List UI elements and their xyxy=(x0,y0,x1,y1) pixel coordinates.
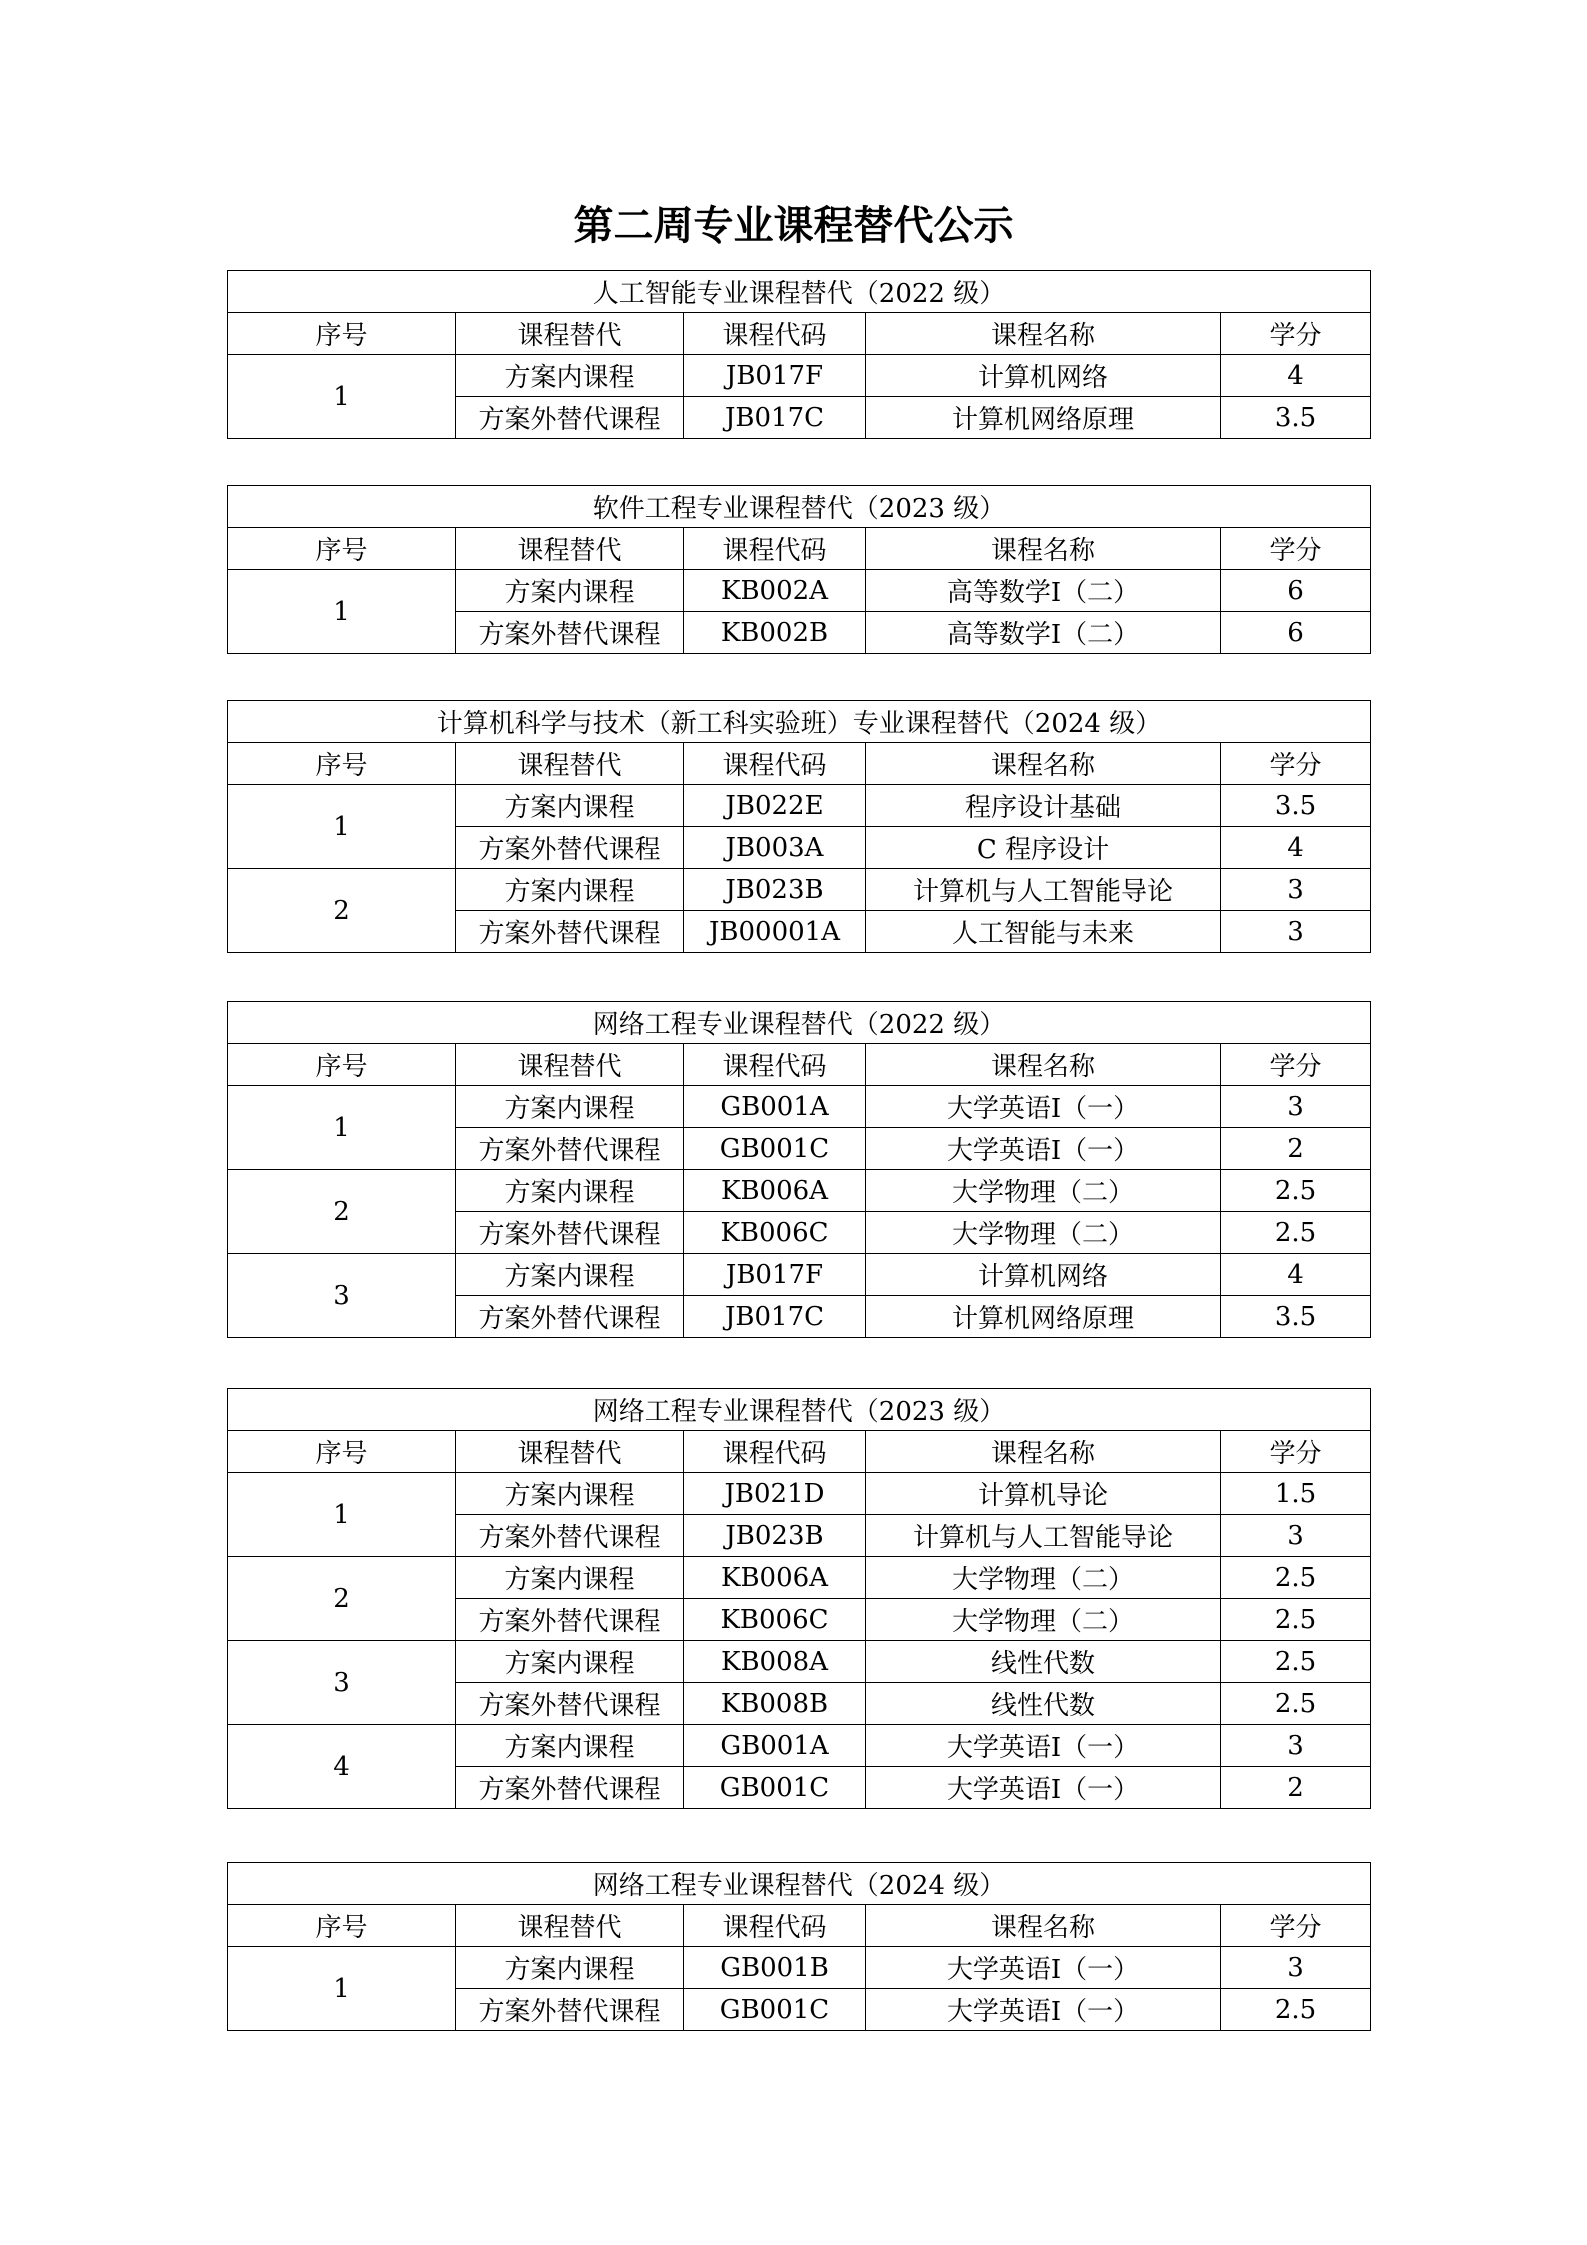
cell-code: JB017F xyxy=(684,355,866,397)
cell-type: 方案内课程 xyxy=(456,1254,684,1296)
cell-code: JB017C xyxy=(684,397,866,439)
cell-name: 计算机网络原理 xyxy=(866,1296,1221,1338)
cell-type: 方案外替代课程 xyxy=(456,1989,684,2031)
cell-name: 大学英语Ⅰ（一） xyxy=(866,1989,1221,2031)
header-code: 课程代码 xyxy=(684,743,866,785)
header-code: 课程代码 xyxy=(684,1431,866,1473)
table-caption-row xyxy=(228,271,1371,313)
table-caption-row xyxy=(228,486,1371,528)
table-row xyxy=(228,1641,1371,1683)
cell-type: 方案外替代课程 xyxy=(456,1599,684,1641)
cell-name: C 程序设计 xyxy=(866,827,1221,869)
header-name: 课程名称 xyxy=(866,528,1221,570)
header-code: 课程代码 xyxy=(684,528,866,570)
cell-credit: 6 xyxy=(1221,570,1371,612)
cell-name: 大学英语Ⅰ（一） xyxy=(866,1947,1221,1989)
table-row xyxy=(228,869,1371,911)
table-header-row xyxy=(228,1905,1371,1947)
header-seq: 序号 xyxy=(228,528,456,570)
header-name: 课程名称 xyxy=(866,1044,1221,1086)
cell-credit: 3 xyxy=(1221,1725,1371,1767)
header-seq: 序号 xyxy=(228,1044,456,1086)
cell-credit: 2.5 xyxy=(1221,1599,1371,1641)
cell-seq: 1 xyxy=(228,785,456,869)
cell-credit: 4 xyxy=(1221,827,1371,869)
table-row xyxy=(228,1557,1371,1599)
cell-type: 方案外替代课程 xyxy=(456,1515,684,1557)
table-cs-2024 xyxy=(227,700,1371,953)
cell-credit: 2.5 xyxy=(1221,1170,1371,1212)
header-name: 课程名称 xyxy=(866,1905,1221,1947)
cell-credit: 2.5 xyxy=(1221,1683,1371,1725)
header-type: 课程替代 xyxy=(456,313,684,355)
cell-code: GB001C xyxy=(684,1767,866,1809)
header-name: 课程名称 xyxy=(866,313,1221,355)
cell-seq: 1 xyxy=(228,355,456,439)
cell-code: KB006A xyxy=(684,1557,866,1599)
cell-code: GB001B xyxy=(684,1947,866,1989)
table-header-row xyxy=(228,1431,1371,1473)
cell-code: KB008A xyxy=(684,1641,866,1683)
cell-name: 大学物理（二） xyxy=(866,1212,1221,1254)
cell-credit: 6 xyxy=(1221,612,1371,654)
cell-seq: 1 xyxy=(228,1473,456,1557)
cell-name: 计算机与人工智能导论 xyxy=(866,1515,1221,1557)
table-software-2023 xyxy=(227,485,1371,654)
cell-code: JB003A xyxy=(684,827,866,869)
table-row xyxy=(228,1170,1371,1212)
table-caption-row xyxy=(228,1389,1371,1431)
table-caption: 软件工程专业课程替代（2023 级） xyxy=(228,486,1371,528)
cell-code: JB00001A xyxy=(684,911,866,953)
cell-name: 大学英语Ⅰ（一） xyxy=(866,1725,1221,1767)
cell-code: GB001A xyxy=(684,1086,866,1128)
table-row xyxy=(228,1086,1371,1128)
table-row xyxy=(228,1473,1371,1515)
table-caption: 网络工程专业课程替代（2022 级） xyxy=(228,1002,1371,1044)
cell-name: 计算机网络原理 xyxy=(866,397,1221,439)
table-row xyxy=(228,570,1371,612)
cell-code: JB023B xyxy=(684,869,866,911)
cell-type: 方案内课程 xyxy=(456,355,684,397)
header-seq: 序号 xyxy=(228,313,456,355)
cell-type: 方案外替代课程 xyxy=(456,911,684,953)
cell-seq: 4 xyxy=(228,1725,456,1809)
header-seq: 序号 xyxy=(228,743,456,785)
table-header-row xyxy=(228,528,1371,570)
cell-credit: 2.5 xyxy=(1221,1212,1371,1254)
cell-name: 大学英语Ⅰ（一） xyxy=(866,1128,1221,1170)
cell-code: GB001C xyxy=(684,1128,866,1170)
cell-credit: 3.5 xyxy=(1221,397,1371,439)
table-network-2024 xyxy=(227,1862,1371,2031)
cell-credit: 2 xyxy=(1221,1128,1371,1170)
table-caption-row xyxy=(228,1002,1371,1044)
header-credit: 学分 xyxy=(1221,528,1371,570)
cell-name: 大学英语Ⅰ（一） xyxy=(866,1767,1221,1809)
cell-code: KB006A xyxy=(684,1170,866,1212)
cell-credit: 2.5 xyxy=(1221,1989,1371,2031)
cell-type: 方案内课程 xyxy=(456,1725,684,1767)
cell-code: JB021D xyxy=(684,1473,866,1515)
cell-code: KB008B xyxy=(684,1683,866,1725)
table-row xyxy=(228,1725,1371,1767)
cell-name: 大学物理（二） xyxy=(866,1557,1221,1599)
cell-type: 方案内课程 xyxy=(456,1086,684,1128)
header-name: 课程名称 xyxy=(866,743,1221,785)
cell-code: KB002A xyxy=(684,570,866,612)
table-ai-2022 xyxy=(227,270,1371,439)
table-row xyxy=(228,1947,1371,1989)
cell-name: 高等数学Ⅰ（二） xyxy=(866,570,1221,612)
header-credit: 学分 xyxy=(1221,313,1371,355)
cell-name: 高等数学Ⅰ（二） xyxy=(866,612,1221,654)
cell-credit: 4 xyxy=(1221,1254,1371,1296)
header-code: 课程代码 xyxy=(684,313,866,355)
table-caption: 网络工程专业课程替代（2023 级） xyxy=(228,1389,1371,1431)
cell-seq: 2 xyxy=(228,1557,456,1641)
cell-code: JB017F xyxy=(684,1254,866,1296)
cell-type: 方案内课程 xyxy=(456,1641,684,1683)
header-seq: 序号 xyxy=(228,1905,456,1947)
cell-code: GB001A xyxy=(684,1725,866,1767)
cell-type: 方案内课程 xyxy=(456,1557,684,1599)
cell-seq: 3 xyxy=(228,1254,456,1338)
header-code: 课程代码 xyxy=(684,1044,866,1086)
table-caption-row xyxy=(228,701,1371,743)
cell-credit: 2.5 xyxy=(1221,1641,1371,1683)
cell-seq: 1 xyxy=(228,570,456,654)
table-header-row xyxy=(228,313,1371,355)
header-type: 课程替代 xyxy=(456,528,684,570)
table-caption-row xyxy=(228,1863,1371,1905)
cell-code: JB022E xyxy=(684,785,866,827)
page-title: 第二周专业课程替代公示 xyxy=(573,203,1014,249)
cell-type: 方案内课程 xyxy=(456,869,684,911)
cell-name: 程序设计基础 xyxy=(866,785,1221,827)
cell-name: 线性代数 xyxy=(866,1641,1221,1683)
cell-seq: 3 xyxy=(228,1641,456,1725)
cell-type: 方案内课程 xyxy=(456,1947,684,1989)
cell-seq: 1 xyxy=(228,1086,456,1170)
cell-name: 大学物理（二） xyxy=(866,1599,1221,1641)
cell-credit: 3 xyxy=(1221,1086,1371,1128)
cell-name: 大学物理（二） xyxy=(866,1170,1221,1212)
cell-credit: 3.5 xyxy=(1221,785,1371,827)
cell-name: 计算机网络 xyxy=(866,1254,1221,1296)
header-credit: 学分 xyxy=(1221,1905,1371,1947)
header-seq: 序号 xyxy=(228,1431,456,1473)
table-header-row xyxy=(228,1044,1371,1086)
table-row xyxy=(228,355,1371,397)
cell-name: 计算机网络 xyxy=(866,355,1221,397)
cell-credit: 1.5 xyxy=(1221,1473,1371,1515)
cell-credit: 3.5 xyxy=(1221,1296,1371,1338)
cell-type: 方案外替代课程 xyxy=(456,1767,684,1809)
header-name: 课程名称 xyxy=(866,1431,1221,1473)
table-header-row xyxy=(228,743,1371,785)
cell-type: 方案内课程 xyxy=(456,785,684,827)
cell-credit: 3 xyxy=(1221,1947,1371,1989)
cell-credit: 4 xyxy=(1221,355,1371,397)
table-caption: 网络工程专业课程替代（2024 级） xyxy=(228,1863,1371,1905)
cell-code: GB001C xyxy=(684,1989,866,2031)
cell-credit: 3 xyxy=(1221,1515,1371,1557)
cell-credit: 3 xyxy=(1221,911,1371,953)
cell-type: 方案内课程 xyxy=(456,1473,684,1515)
cell-seq: 2 xyxy=(228,1170,456,1254)
header-type: 课程替代 xyxy=(456,1905,684,1947)
cell-type: 方案外替代课程 xyxy=(456,827,684,869)
table-caption: 人工智能专业课程替代（2022 级） xyxy=(228,271,1371,313)
cell-type: 方案外替代课程 xyxy=(456,1296,684,1338)
cell-code: KB002B xyxy=(684,612,866,654)
cell-type: 方案内课程 xyxy=(456,1170,684,1212)
cell-name: 计算机与人工智能导论 xyxy=(866,869,1221,911)
cell-type: 方案外替代课程 xyxy=(456,1683,684,1725)
cell-code: JB017C xyxy=(684,1296,866,1338)
cell-name: 人工智能与未来 xyxy=(866,911,1221,953)
cell-seq: 2 xyxy=(228,869,456,953)
cell-type: 方案外替代课程 xyxy=(456,1128,684,1170)
table-caption: 计算机科学与技术（新工科实验班）专业课程替代（2024 级） xyxy=(228,701,1371,743)
table-network-2022 xyxy=(227,1001,1371,1338)
table-row xyxy=(228,1254,1371,1296)
cell-name: 大学英语Ⅰ（一） xyxy=(866,1086,1221,1128)
header-type: 课程替代 xyxy=(456,1044,684,1086)
header-type: 课程替代 xyxy=(456,1431,684,1473)
cell-credit: 2 xyxy=(1221,1767,1371,1809)
cell-type: 方案内课程 xyxy=(456,570,684,612)
table-row xyxy=(228,785,1371,827)
cell-code: KB006C xyxy=(684,1212,866,1254)
header-credit: 学分 xyxy=(1221,743,1371,785)
cell-type: 方案外替代课程 xyxy=(456,1212,684,1254)
cell-name: 线性代数 xyxy=(866,1683,1221,1725)
cell-type: 方案外替代课程 xyxy=(456,612,684,654)
table-network-2023 xyxy=(227,1388,1371,1809)
header-type: 课程替代 xyxy=(456,743,684,785)
cell-type: 方案外替代课程 xyxy=(456,397,684,439)
cell-name: 计算机导论 xyxy=(866,1473,1221,1515)
cell-credit: 2.5 xyxy=(1221,1557,1371,1599)
header-credit: 学分 xyxy=(1221,1431,1371,1473)
cell-credit: 3 xyxy=(1221,869,1371,911)
cell-code: JB023B xyxy=(684,1515,866,1557)
header-code: 课程代码 xyxy=(684,1905,866,1947)
cell-seq: 1 xyxy=(228,1947,456,2031)
header-credit: 学分 xyxy=(1221,1044,1371,1086)
cell-code: KB006C xyxy=(684,1599,866,1641)
